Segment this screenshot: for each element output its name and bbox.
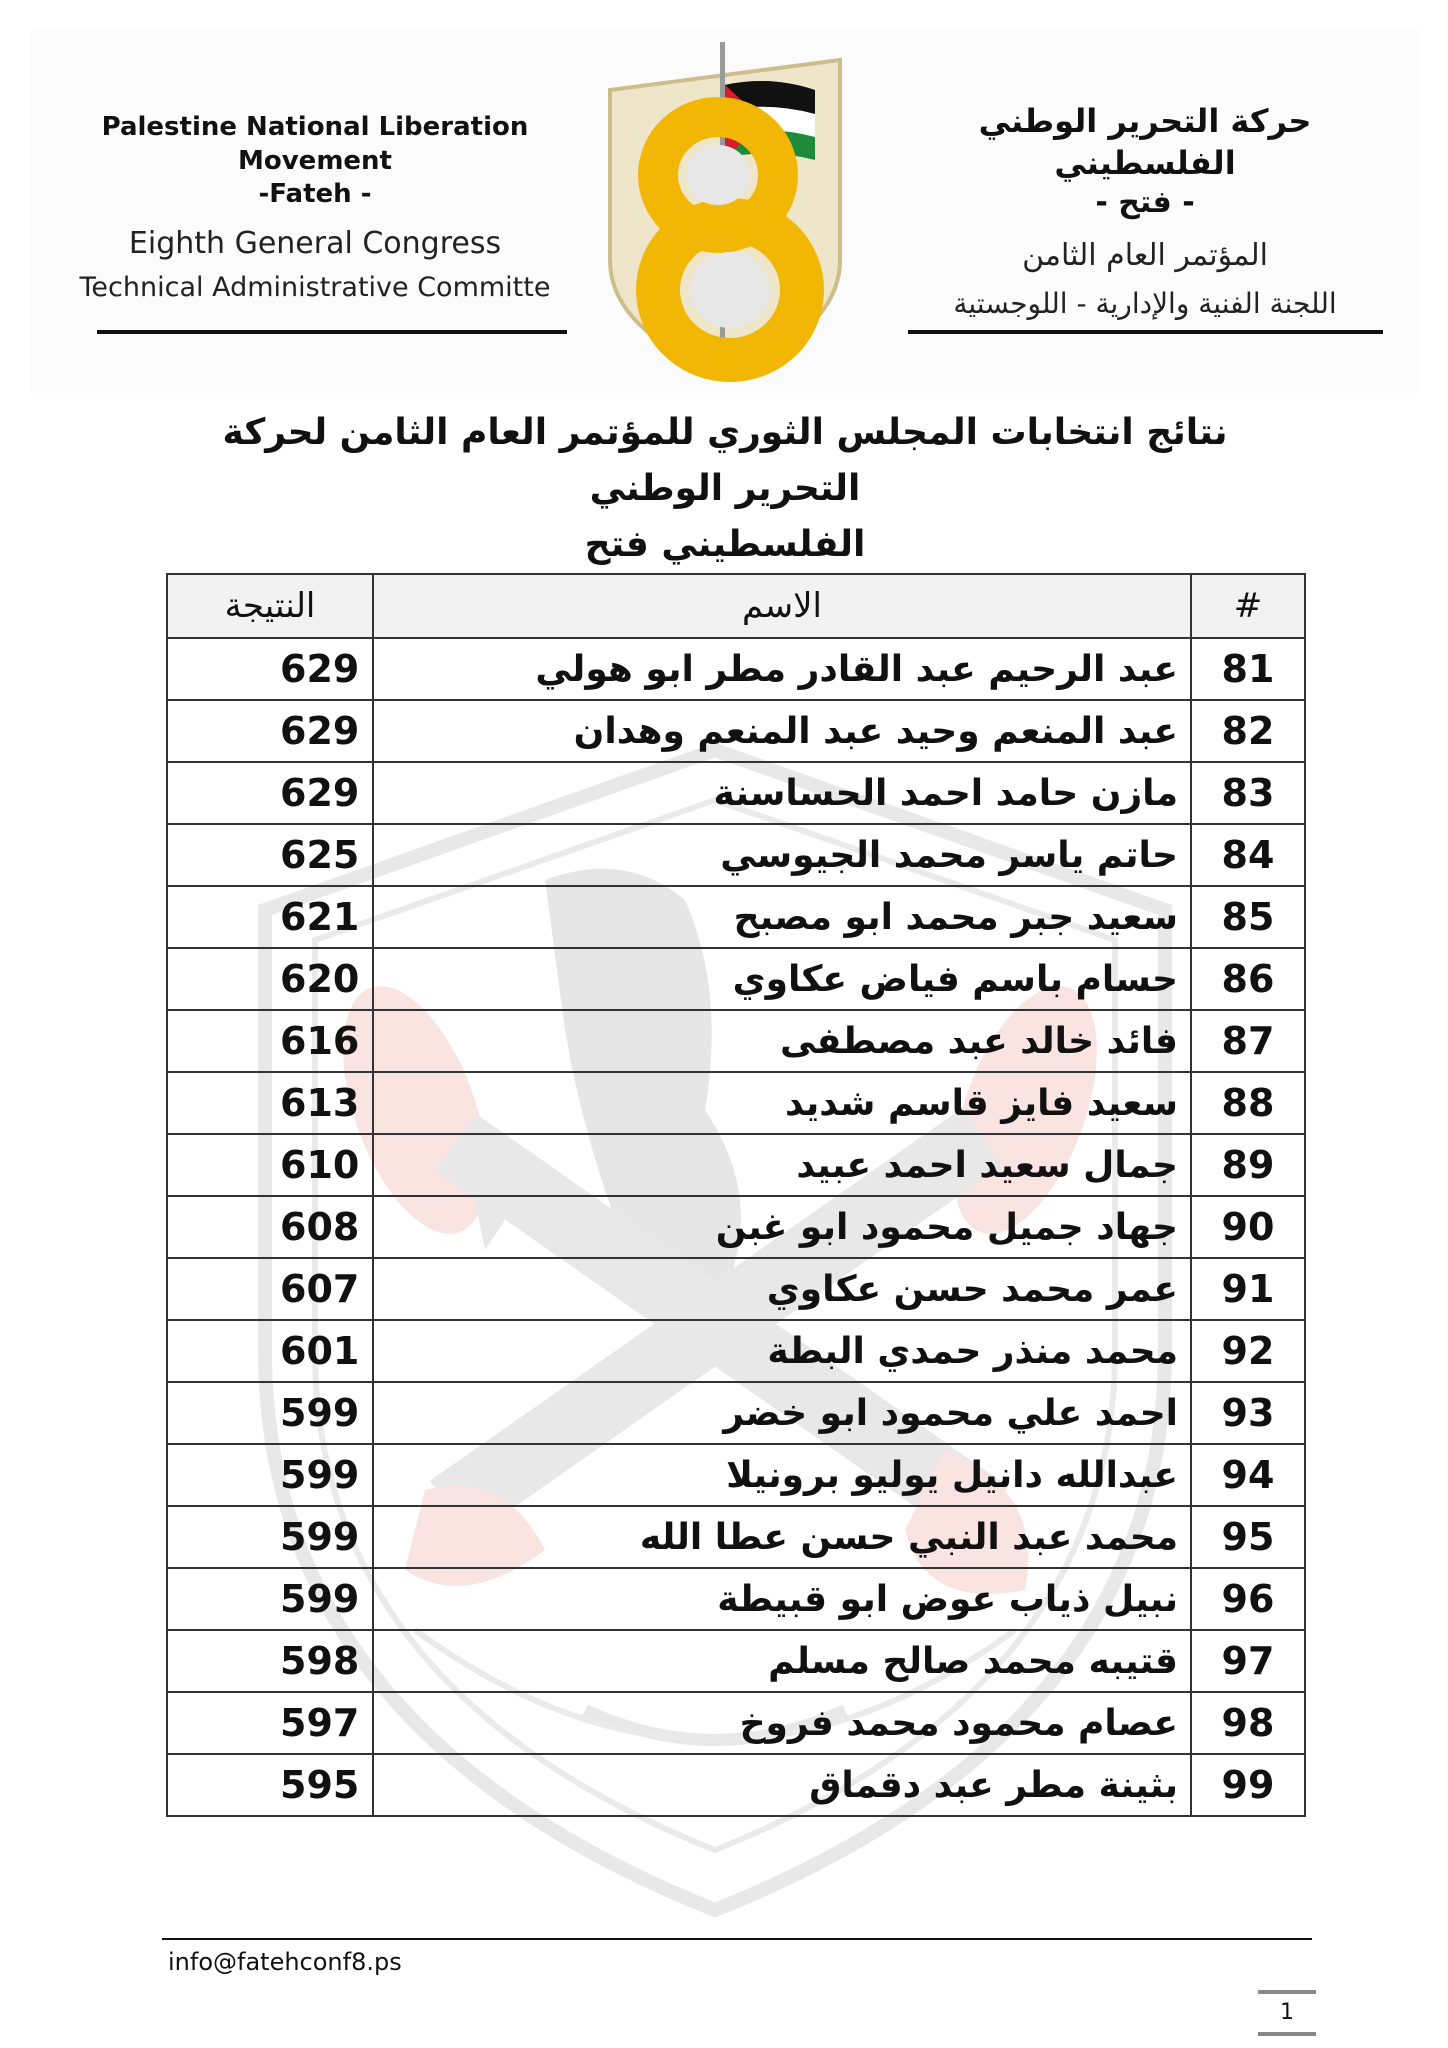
row-number: 90 <box>1191 1196 1305 1258</box>
candidate-name: جمال سعيد احمد عبيد <box>373 1134 1191 1196</box>
title-line-2: الفلسطيني فتح <box>584 524 866 565</box>
row-number: 95 <box>1191 1506 1305 1568</box>
vote-result: 608 <box>167 1196 373 1258</box>
org-name-english: Palestine National Liberation Movement <box>101 112 529 176</box>
vote-result: 599 <box>167 1382 373 1444</box>
document-title <box>180 405 1270 573</box>
column-header-name: الاسم <box>373 574 1191 638</box>
table-row <box>167 1692 1305 1754</box>
vote-result: 595 <box>167 1754 373 1816</box>
candidate-name: محمد عبد النبي حسن عطا الله <box>373 1506 1191 1568</box>
candidate-name: مازن حامد احمد الحساسنة <box>373 762 1191 824</box>
candidate-name: عمر محمد حسن عكاوي <box>373 1258 1191 1320</box>
org-short-arabic: - فتح - <box>1095 185 1195 220</box>
table-row <box>167 886 1305 948</box>
candidate-name: سعيد فايز قاسم شديد <box>373 1072 1191 1134</box>
vote-result: 607 <box>167 1258 373 1320</box>
vote-result: 625 <box>167 824 373 886</box>
table-row <box>167 1072 1305 1134</box>
row-number: 98 <box>1191 1692 1305 1754</box>
footer-email: info@fatehconf8.ps <box>168 1948 402 1976</box>
vote-result: 613 <box>167 1072 373 1134</box>
candidate-name: بثينة مطر عبد دقماق <box>373 1754 1191 1816</box>
row-number: 88 <box>1191 1072 1305 1134</box>
footer-rule <box>162 1938 1312 1940</box>
arabic-header <box>905 100 1385 328</box>
candidate-name: نبيل ذياب عوض ابو قبيطة <box>373 1568 1191 1630</box>
row-number: 99 <box>1191 1754 1305 1816</box>
committee-name-arabic: اللجنة الفنية والإدارية - اللوجستية <box>953 287 1337 320</box>
candidate-name: عبد المنعم وحيد عبد المنعم وهدان <box>373 700 1191 762</box>
header-rule-right <box>908 330 1383 334</box>
committee-name-english: Technical Administrative Committe <box>79 272 551 303</box>
row-number: 91 <box>1191 1258 1305 1320</box>
vote-result: 601 <box>167 1320 373 1382</box>
table-row <box>167 1010 1305 1072</box>
table-row <box>167 1506 1305 1568</box>
vote-result: 598 <box>167 1630 373 1692</box>
row-number: 94 <box>1191 1444 1305 1506</box>
table-header-row <box>167 574 1305 638</box>
table-row <box>167 638 1305 700</box>
vote-result: 599 <box>167 1568 373 1630</box>
row-number: 96 <box>1191 1568 1305 1630</box>
vote-result: 629 <box>167 638 373 700</box>
english-header <box>55 110 575 310</box>
row-number: 85 <box>1191 886 1305 948</box>
candidate-name: عصام محمود محمد فروخ <box>373 1692 1191 1754</box>
table-row <box>167 1320 1305 1382</box>
vote-result: 616 <box>167 1010 373 1072</box>
title-line-1: نتائج انتخابات المجلس الثوري للمؤتمر العام الثامن لحركة التحرير الوطني <box>222 412 1228 509</box>
table-row <box>167 1382 1305 1444</box>
row-number: 83 <box>1191 762 1305 824</box>
org-name-arabic: حركة التحرير الوطني الفلسطيني <box>978 102 1312 182</box>
row-number: 86 <box>1191 948 1305 1010</box>
congress-name-arabic: المؤتمر العام الثامن <box>1022 238 1268 273</box>
vote-result: 629 <box>167 762 373 824</box>
candidate-name: حاتم ياسر محمد الجيوسي <box>373 824 1191 886</box>
row-number: 87 <box>1191 1010 1305 1072</box>
table-row <box>167 1754 1305 1816</box>
candidate-name: عبد الرحيم عبد القادر مطر ابو هولي <box>373 638 1191 700</box>
row-number: 81 <box>1191 638 1305 700</box>
vote-result: 621 <box>167 886 373 948</box>
table-row <box>167 1196 1305 1258</box>
congress-name-english: Eighth General Congress <box>128 226 502 261</box>
candidate-name: حسام باسم فياض عكاوي <box>373 948 1191 1010</box>
fateh-eighth-congress-logo-icon <box>590 30 860 390</box>
table-row <box>167 1630 1305 1692</box>
vote-result: 629 <box>167 700 373 762</box>
vote-result: 620 <box>167 948 373 1010</box>
candidate-name: قتيبه محمد صالح مسلم <box>373 1630 1191 1692</box>
vote-result: 597 <box>167 1692 373 1754</box>
candidate-name: فائد خالد عبد مصطفى <box>373 1010 1191 1072</box>
vote-result: 599 <box>167 1444 373 1506</box>
column-header-result: النتيجة <box>167 574 373 638</box>
page-number: 1 <box>1258 1990 1316 2036</box>
table-row <box>167 700 1305 762</box>
vote-result: 610 <box>167 1134 373 1196</box>
row-number: 89 <box>1191 1134 1305 1196</box>
org-short-english: -Fateh - <box>258 179 372 209</box>
table-row <box>167 948 1305 1010</box>
table-row <box>167 1134 1305 1196</box>
table-row <box>167 1258 1305 1320</box>
row-number: 93 <box>1191 1382 1305 1444</box>
results-table <box>166 573 1306 1817</box>
candidate-name: محمد منذر حمدي البطة <box>373 1320 1191 1382</box>
row-number: 92 <box>1191 1320 1305 1382</box>
header-rule-left <box>97 330 567 334</box>
table-row <box>167 1444 1305 1506</box>
candidate-name: عبدالله دانيل يوليو برونيلا <box>373 1444 1191 1506</box>
candidate-name: احمد علي محمود ابو خضر <box>373 1382 1191 1444</box>
candidate-name: جهاد جميل محمود ابو غبن <box>373 1196 1191 1258</box>
table-row <box>167 1568 1305 1630</box>
table-row <box>167 762 1305 824</box>
row-number: 82 <box>1191 700 1305 762</box>
candidate-name: سعيد جبر محمد ابو مصبح <box>373 886 1191 948</box>
vote-result: 599 <box>167 1506 373 1568</box>
row-number: 97 <box>1191 1630 1305 1692</box>
row-number: 84 <box>1191 824 1305 886</box>
column-header-number: # <box>1191 574 1305 638</box>
table-row <box>167 824 1305 886</box>
